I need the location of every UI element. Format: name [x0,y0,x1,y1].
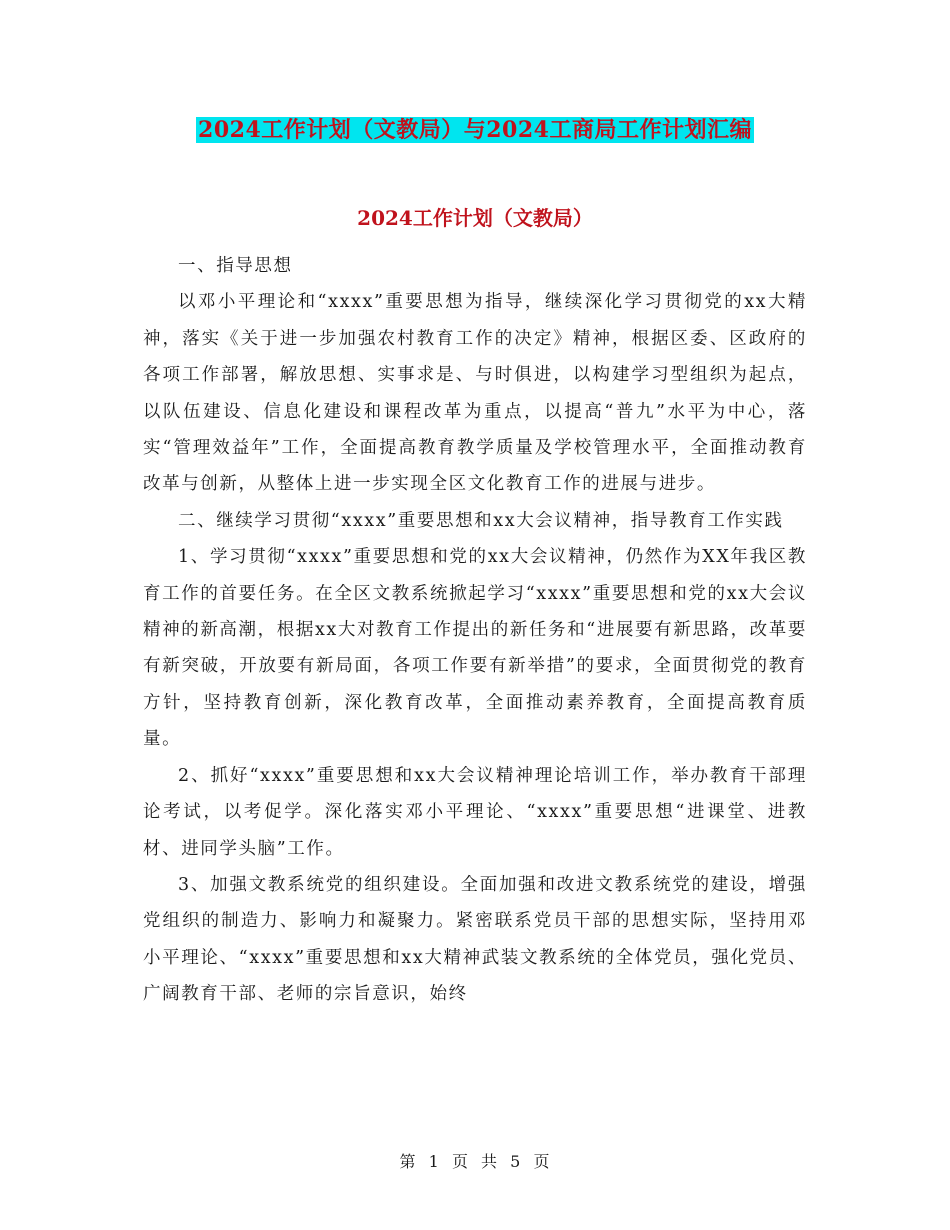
document-title [0,112,950,148]
paragraph-guiding-ideology: 以邓小平理论和“xxxx”重要思想为指导，继续深化学习贯彻党的xx大精神，落实《关于进一步加强农村教育工作的决定》精神，根据区委、区政府的各项工作部署，解放思想、实事求是、与时俱进，以构建学习型组织为起点，以队伍建设、信息化建设和课程改革为重点，以提高“普九”水平为中心，落实“管理效益年”工作，全面提高教育教学质量及学校管理水平，全面推动教育改革与创新，从整体上进一步实现全区文化教育工作的进展与进步。 [143,292,807,495]
paragraph-item-3: 3、加强文教系统党的组织建设。全面加强和改进文教系统党的建设，增强党组织的制造力、影响力和凝聚力。紧密联系党员干部的思想实际，坚持用邓小平理论、“xxxx”重要思想和xx大精神武装文教系统的全体党员，强化党员、广阔教育干部、老师的宗旨意识，始终 [143,874,807,1005]
document-title-text: 2024工作计划（文教局）与2024工商局工作计划汇编 [198,117,752,143]
heading-study-implement: 二、继续学习贯彻“xxxx”重要思想和xx大会议精神，指导教育工作实践 [178,510,784,531]
document-body [143,248,807,1013]
footer-middle: 页 [451,1152,469,1171]
footer-total-pages: 5 [510,1152,522,1171]
footer-suffix: 页 [533,1152,551,1171]
footer-prefix: 第 [399,1152,417,1171]
footer-page-number: 1 [428,1152,440,1171]
footer-total-label: 共 [481,1152,499,1171]
paragraph-item-1: 1、学习贯彻“xxxx”重要思想和党的xx大会议精神，仍然作为XX年我区教育工作的首要任务。在全区文教系统掀起学习“xxxx”重要思想和党的xx大会议精神的新高潮，根据xx大对教育工作提出的新任务和“进展要有新思路，改革要有新突破，开放要有新局面，各项工作要有新举措”的要求，全面贯彻党的教育方针，坚持教育创新，深化教育改革，全面推动素养教育，全面提高教育质量。 [143,547,807,750]
section-title: 2024工作计划（文教局） [357,206,593,230]
page-footer [0,1150,950,1174]
paragraph-item-2: 2、抓好“xxxx”重要思想和xx大会议精神理论培训工作，举办教育干部理论考试，以考促学。深化落实邓小平理论、“xxxx”重要思想“进课堂、进教材、进同学头脑”工作。 [143,765,807,859]
heading-guiding-ideology: 一、指导思想 [178,256,293,276]
